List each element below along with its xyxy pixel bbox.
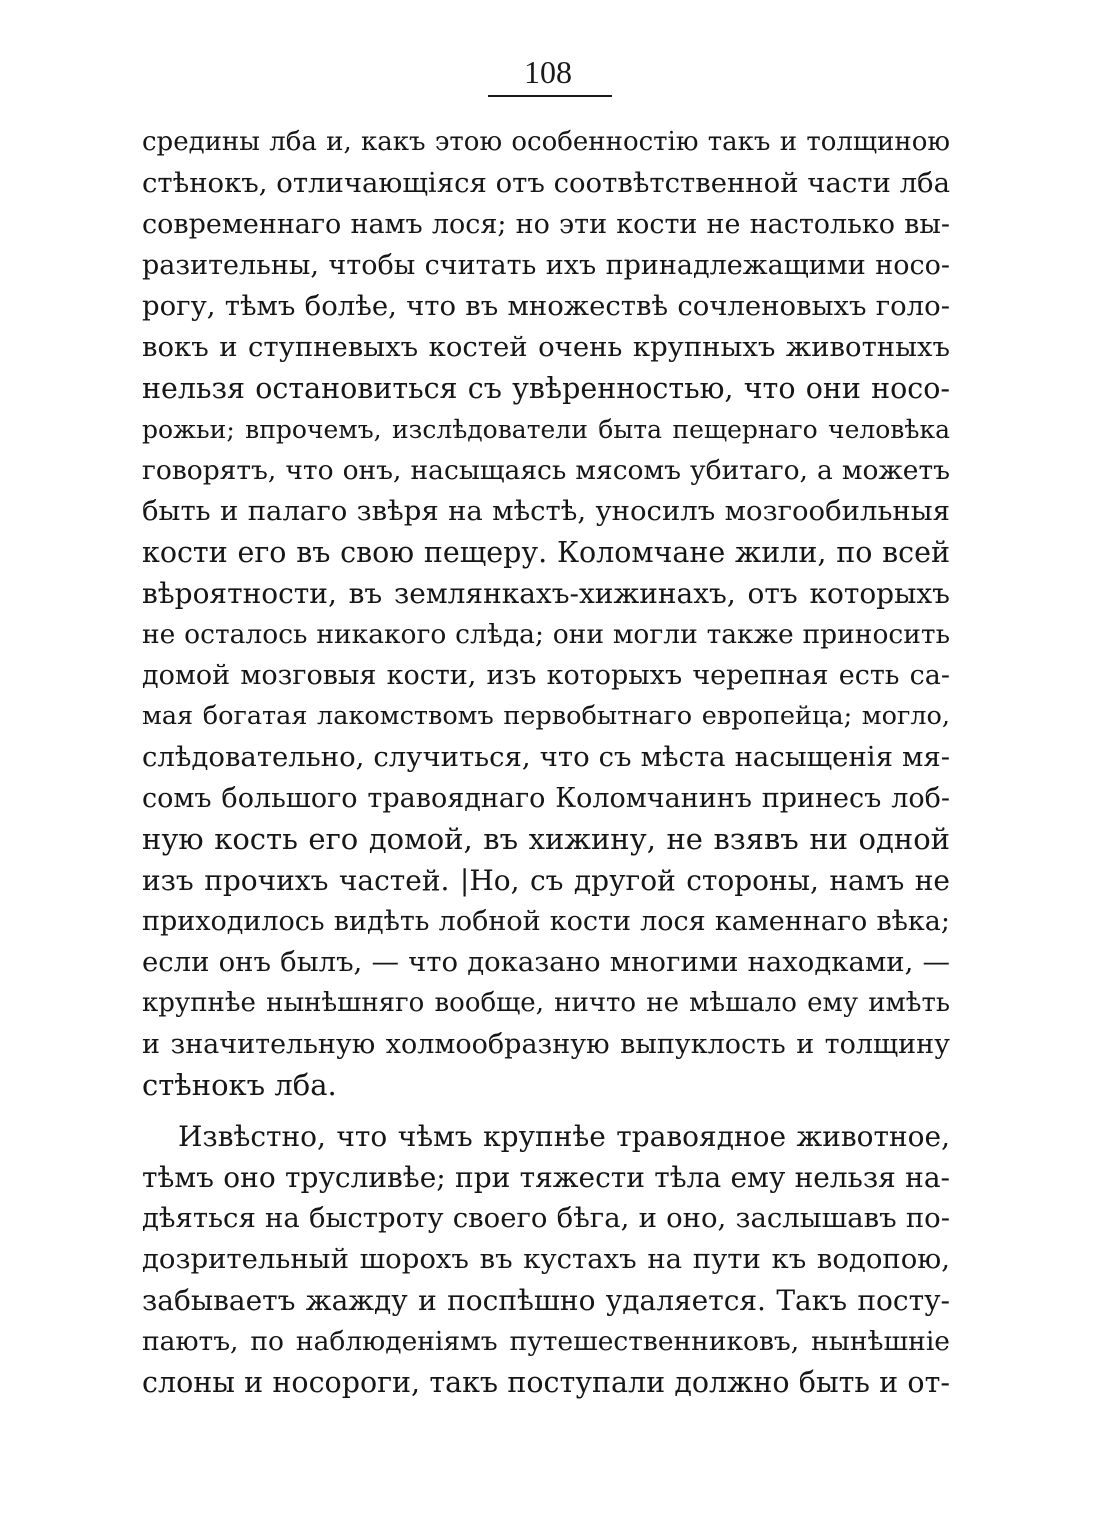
text-line: быть и палаго звѣря на мѣстѣ, уносилъ мозгообильныя <box>142 495 950 527</box>
text-line: стѣнокъ лба. <box>142 1068 337 1102</box>
text-line: нельзя остановиться съ увѣренностью, что они носо- <box>142 372 950 405</box>
body-text <box>142 122 950 1403</box>
text-line: если онъ былъ, — что доказано многими находками, — <box>142 946 950 978</box>
text-line: крупнѣе нынѣшняго вообще, ничто не мѣшало ему имѣть <box>142 988 950 1018</box>
text-line: ную кость его домой, въ хижину, не взявъ ни одной <box>142 822 950 856</box>
text-line: рожьи; впрочемъ, изслѣдователи быта пещернаго человѣка <box>142 415 950 444</box>
text-line: вокъ и ступневыхъ костей очень крупныхъ животныхъ <box>142 331 950 363</box>
text-line: домой мозговыя кости, изъ которыхъ черепная есть са- <box>142 660 950 691</box>
text-line: современнаго намъ лося; но эти кости не настолько вы- <box>142 209 950 240</box>
text-line: тѣмъ оно трусливѣе; при тяжести тѣла ему нельзя на- <box>142 1161 950 1194</box>
paragraph-gap <box>142 1106 950 1116</box>
text-line: и значительную холмообразную выпуклость и толщину <box>142 1029 950 1060</box>
text-line: рогу, тѣмъ болѣе, что въ множествѣ сочленовыхъ голо- <box>142 290 950 322</box>
text-line: паютъ, по наблюденіямъ путешественниковъ, нынѣшніе <box>142 1326 950 1357</box>
text-line: приходилось видѣть лобной кости лося каменнаго вѣка; <box>142 906 950 937</box>
text-line: слоны и носороги, такъ поступали должно быть и от- <box>142 1366 950 1399</box>
text-line: кости его въ свою пещеру. Коломчане жили, по всей <box>142 536 950 569</box>
page-number: 108 <box>524 54 572 90</box>
text-line: средины лба и, какъ этою особенностію такъ и толщиною <box>142 127 950 157</box>
page-number-rule <box>488 95 612 97</box>
text-line: сомъ большого травояднаго Коломчанинъ принесъ лоб- <box>142 783 950 814</box>
text-line: вѣроятности, въ землянкахъ-хижинахъ, отъ которыхъ <box>142 577 950 610</box>
text-line: забываетъ жажду и поспѣшно удаляется. Такъ посту- <box>142 1284 950 1317</box>
text-line: разительны, чтобы считать ихъ принадлежащими носо- <box>142 250 950 281</box>
text-line: говорятъ, что онъ, насыщаясь мясомъ убитаго, а можетъ <box>142 455 950 486</box>
text-line: не осталось никакого слѣда; они могли также приносить <box>142 619 950 650</box>
paragraph-1 <box>142 122 950 1106</box>
text-line: дозрительный шорохъ въ кустахъ на пути къ водопою, <box>142 1243 950 1275</box>
text-line: Извѣстно, что чѣмъ крупнѣе травоядное животное, <box>178 1120 950 1153</box>
text-line: слѣдовательно, случиться, что съ мѣста насыщенія мя- <box>142 741 950 773</box>
text-line: мая богатая лакомствомъ первобытнаго европейца; могло, <box>142 701 950 731</box>
text-line: дѣяться на быстроту своего бѣга, и оно, заслышавъ по- <box>142 1202 950 1234</box>
text-line: стѣнокъ, отличающіяся отъ соотвѣтственной части лба <box>142 167 950 199</box>
text-line: изъ прочихъ частей. |Но, съ другой стороны, намъ не <box>142 864 950 897</box>
paragraph-2 <box>142 1116 950 1403</box>
